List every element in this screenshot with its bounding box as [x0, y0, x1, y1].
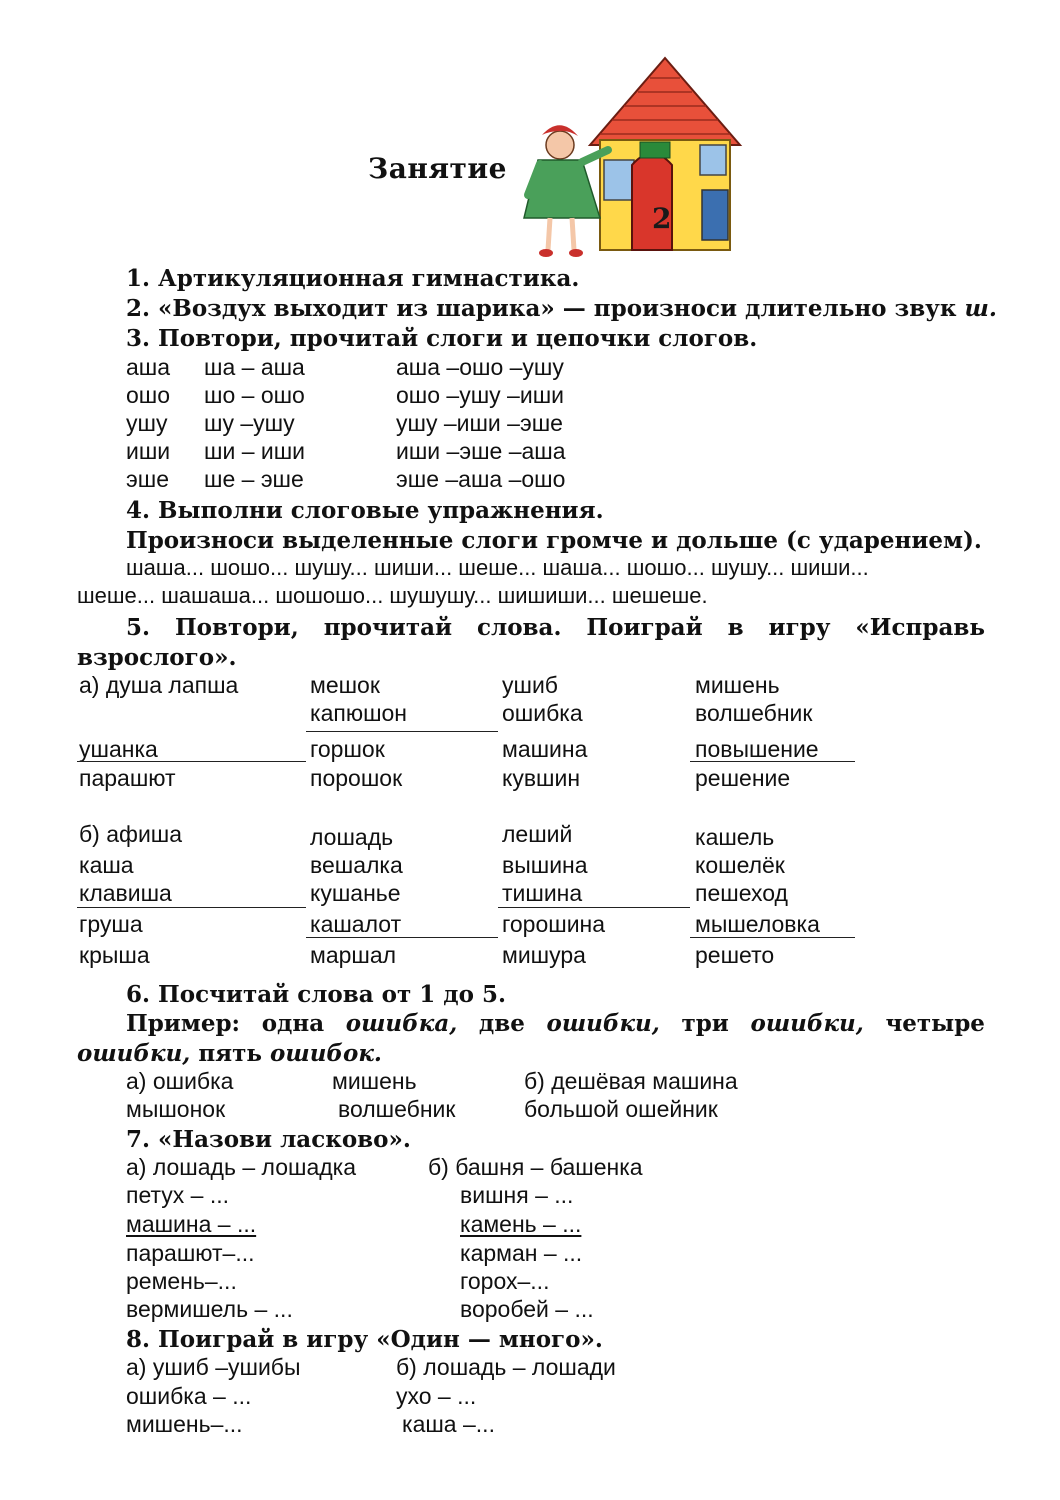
- plural-word: мишень–...: [126, 1411, 243, 1437]
- exercise-1-title: 1. Артикуляционная гимнастика.: [126, 265, 580, 292]
- count-word: мишень: [332, 1068, 417, 1094]
- word-cell: волшебник: [695, 700, 813, 726]
- word-cell: машина: [502, 736, 588, 762]
- divider-line: [306, 937, 498, 938]
- diminutive-word: а) лошадь – лошадка: [126, 1154, 357, 1180]
- house-number: 2: [652, 202, 672, 235]
- divider-line: [77, 761, 306, 762]
- count-word: большой ошейник: [524, 1096, 718, 1122]
- syllable-cell: аша: [126, 354, 171, 380]
- count-word: а) ошибка: [126, 1068, 234, 1094]
- exercise-6-example-line-2: [77, 1040, 382, 1067]
- divider-line: [498, 907, 690, 908]
- count-word: волшебник: [338, 1096, 456, 1122]
- syllable-cell: ши – иши: [204, 438, 306, 464]
- exercise-5-title: [126, 614, 985, 641]
- word-cell: маршал: [310, 942, 397, 968]
- word-cell: парашют: [79, 765, 176, 791]
- word-cell: горшок: [310, 736, 385, 762]
- example-word: пять: [190, 1040, 271, 1067]
- plural-word: ошибка – ...: [126, 1383, 252, 1409]
- diminutive-word: парашют–...: [126, 1240, 255, 1266]
- word-cell: мишень: [695, 672, 780, 698]
- word-cell: мешок: [310, 672, 380, 698]
- title-word: Повтори,: [174, 614, 299, 641]
- group-label: а): [79, 672, 100, 698]
- word-cell: лошадь: [310, 824, 394, 850]
- plural-word: ухо – ...: [396, 1383, 477, 1409]
- plural-word: б) лошадь – лошади: [396, 1354, 616, 1380]
- exercise-4-instruction: Произноси выделенные слоги громче и дольше (с ударением).: [126, 527, 982, 554]
- word-cell: ошибка: [502, 700, 583, 726]
- syllable-cell: ша – аша: [204, 354, 305, 380]
- diminutive-word: камень – ...: [460, 1211, 582, 1237]
- diminutive-word: горох–...: [460, 1268, 550, 1294]
- divider-line: [690, 761, 855, 762]
- syllable-chain: аша –ошо –ушу: [396, 354, 564, 380]
- example-word: ошибки,: [77, 1040, 191, 1067]
- word-cell: кувшин: [502, 765, 581, 791]
- word-cell: повышение: [695, 736, 819, 762]
- word-cell: капюшон: [310, 700, 408, 726]
- word-cell: вешалка: [310, 852, 403, 878]
- syllable-cell: шо – ошо: [204, 382, 305, 408]
- word-cell: горошина: [502, 911, 606, 937]
- diminutive-word: петух – ...: [126, 1182, 230, 1208]
- divider-line: [77, 907, 306, 908]
- house-with-girl-illustration: [520, 50, 745, 265]
- title-word: 5.: [126, 614, 151, 641]
- example-word: ошибки,: [546, 1010, 660, 1037]
- example-word: Пример:: [126, 1010, 241, 1037]
- divider-line: [306, 731, 498, 732]
- word-cell: кошелёк: [695, 852, 785, 878]
- word-cell: решето: [695, 942, 775, 968]
- group-label: б): [79, 821, 100, 847]
- syllable-cell: иши: [126, 438, 171, 464]
- exercise-4-line-1: шаша... шошо... шушу... шиши... шеше... шаша... шошо... шушу... шиши...: [126, 555, 869, 580]
- word-cell: кашель: [695, 824, 775, 850]
- syllable-chain: эше –аша –ошо: [396, 466, 566, 492]
- exercise-2-title: [126, 295, 997, 322]
- exercise-6-title: 6. Посчитай слова от 1 до 5.: [126, 981, 506, 1008]
- title-word: слова.: [477, 614, 562, 641]
- syllable-chain: ушу –иши –эше: [396, 410, 563, 436]
- example-word: ошибка,: [345, 1010, 458, 1037]
- exercise-6-example: [126, 1010, 985, 1037]
- exercise-4-line-2: шеше... шашаша... шошошо... шушушу... шишиши... шешеше.: [77, 583, 708, 608]
- title-word: Поиграй: [586, 614, 703, 641]
- syllable-cell: шу –ушу: [204, 410, 295, 436]
- page-title: Занятие: [368, 152, 507, 185]
- word-cell: каша: [79, 852, 134, 878]
- example-word: ошибок.: [270, 1040, 382, 1067]
- example-word: четыре: [885, 1010, 985, 1037]
- exercise-2-sound: ш.: [964, 295, 997, 322]
- title-word: в: [727, 614, 744, 641]
- count-word: б) дешёвая машина: [524, 1068, 738, 1094]
- word-cell: [79, 672, 238, 699]
- word-cell: [79, 821, 182, 848]
- diminutive-word: воробей – ...: [460, 1296, 594, 1322]
- syllable-cell: ше – эше: [204, 466, 304, 492]
- syllable-chain: ошо –ушу –иши: [396, 382, 564, 408]
- word-cell: груша: [79, 911, 143, 937]
- exercise-7-title: 7. «Назови ласково».: [126, 1126, 411, 1153]
- diminutive-word: карман – ...: [460, 1240, 583, 1266]
- word-cell: решение: [695, 765, 791, 791]
- title-word: прочитай: [323, 614, 453, 641]
- title-word: игру: [768, 614, 831, 641]
- word-cell: мышеловка: [695, 911, 820, 937]
- word-cell: пешеход: [695, 880, 788, 906]
- example-word: две: [478, 1010, 525, 1037]
- divider-line: [690, 937, 855, 938]
- syllable-cell: эше: [126, 466, 169, 492]
- exercise-4-title: 4. Выполни слоговые упражнения.: [126, 497, 604, 524]
- word-cell: ушиб: [502, 672, 558, 698]
- word: афиша: [106, 821, 183, 847]
- plural-word: каша –...: [402, 1411, 495, 1437]
- diminutive-word: вермишель – ...: [126, 1296, 293, 1322]
- diminutive-word: б) башня – башенка: [428, 1154, 643, 1180]
- word-cell: порошок: [310, 765, 403, 791]
- syllable-cell: ушу: [126, 410, 168, 436]
- title-word: «Исправь: [855, 614, 985, 641]
- word-cell: вышина: [502, 852, 588, 878]
- word-cell: клавиша: [79, 880, 172, 906]
- exercise-5-title-line-2: взрослого».: [77, 644, 237, 671]
- word-cell: кушанье: [310, 880, 401, 906]
- word-cell: ушанка: [79, 736, 158, 762]
- exercise-3-title: 3. Повтори, прочитай слоги и цепочки слогов.: [126, 325, 758, 352]
- word-cell: мишура: [502, 942, 586, 968]
- example-word: одна: [261, 1010, 325, 1037]
- diminutive-word: машина – ...: [126, 1211, 257, 1237]
- word-cell: тишина: [502, 880, 583, 906]
- word-cell: кашалот: [310, 911, 402, 937]
- syllable-chain: иши –эше –аша: [396, 438, 566, 464]
- plural-word: а) ушиб –ушибы: [126, 1354, 301, 1380]
- word-cell: крыша: [79, 942, 150, 968]
- count-word: мышонок: [126, 1096, 226, 1122]
- example-word: три: [681, 1010, 729, 1037]
- diminutive-word: ремень–...: [126, 1268, 237, 1294]
- exercise-2-text: 2. «Воздух выходит из шарика» — произноси длительно звук: [126, 295, 965, 322]
- example-word: ошибки,: [750, 1010, 864, 1037]
- exercise-8-title: 8. Поиграй в игру «Один — много».: [126, 1326, 603, 1353]
- word: душа лапша: [105, 672, 239, 698]
- syllable-cell: ошо: [126, 382, 171, 408]
- word-cell: леший: [502, 821, 573, 847]
- diminutive-word: вишня – ...: [460, 1182, 574, 1208]
